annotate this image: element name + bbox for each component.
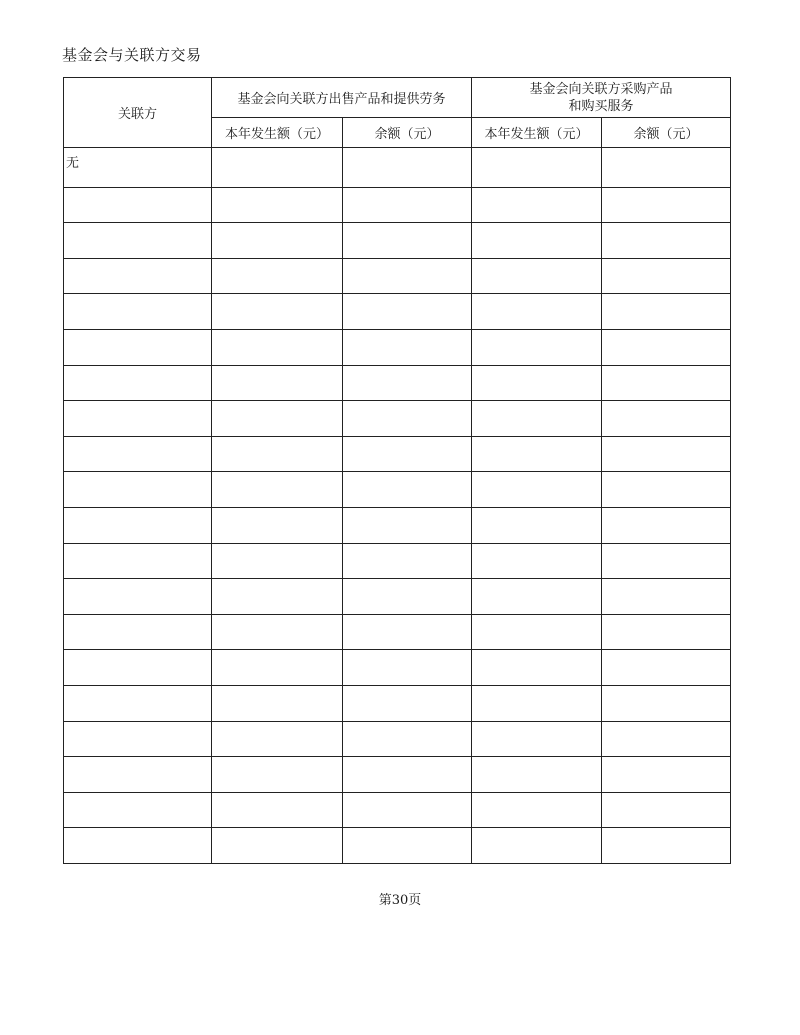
table-cell <box>64 329 212 365</box>
table-cell <box>343 507 472 543</box>
table-cell <box>64 828 212 864</box>
header-group-purchases <box>472 78 731 118</box>
table-cell <box>343 721 472 757</box>
table-row <box>64 258 731 294</box>
table-cell <box>472 472 602 508</box>
table-cell <box>472 223 602 259</box>
table-cell <box>472 507 602 543</box>
header-group-sales: 基金会向关联方出售产品和提供劳务 <box>212 78 472 118</box>
table-cell <box>472 792 602 828</box>
table-cell <box>343 436 472 472</box>
table-cell <box>602 757 731 793</box>
table-cell <box>343 579 472 615</box>
table-cell <box>212 828 343 864</box>
table-cell <box>212 329 343 365</box>
table-cell <box>64 614 212 650</box>
header-group-purchases-line1: 基金会向关联方采购产品 <box>529 81 673 97</box>
table-cell <box>64 258 212 294</box>
table-cell <box>64 507 212 543</box>
table-row <box>64 757 731 793</box>
table-cell <box>343 148 472 188</box>
table-cell <box>64 401 212 437</box>
table-cell <box>602 828 731 864</box>
table-cell <box>343 614 472 650</box>
table-cell <box>64 294 212 330</box>
table-cell <box>343 258 472 294</box>
table-cell <box>343 828 472 864</box>
table-cell <box>472 721 602 757</box>
table-row <box>64 650 731 686</box>
table-cell <box>343 685 472 721</box>
subheader-sales-amount: 本年发生额（元） <box>212 118 343 148</box>
table-cell <box>602 792 731 828</box>
table-cell <box>64 365 212 401</box>
table-cell <box>212 579 343 615</box>
table-cell <box>472 685 602 721</box>
header-group-purchases-line2: 和购买服务 <box>568 98 634 114</box>
table-cell <box>602 436 731 472</box>
table-row <box>64 187 731 223</box>
table-cell <box>472 436 602 472</box>
table-row <box>64 294 731 330</box>
table-row <box>64 685 731 721</box>
table-cell <box>472 401 602 437</box>
table-cell <box>212 543 343 579</box>
table-cell <box>602 365 731 401</box>
table-cell <box>602 721 731 757</box>
table-cell <box>64 757 212 793</box>
header-related-party: 关联方 <box>64 78 212 148</box>
table-cell <box>343 401 472 437</box>
table-cell <box>64 579 212 615</box>
subheader-purchases-amount: 本年发生额（元） <box>472 118 602 148</box>
table-body <box>64 148 731 864</box>
table-row <box>64 436 731 472</box>
table-cell <box>602 650 731 686</box>
table-cell <box>343 543 472 579</box>
table-cell <box>472 543 602 579</box>
table-cell <box>343 757 472 793</box>
table-cell <box>602 579 731 615</box>
table-cell <box>472 365 602 401</box>
table-cell <box>343 472 472 508</box>
table-row <box>64 828 731 864</box>
subheader-purchases-balance: 余额（元） <box>602 118 731 148</box>
table-cell <box>212 436 343 472</box>
table-row <box>64 721 731 757</box>
table-cell <box>64 472 212 508</box>
table-cell <box>212 792 343 828</box>
table-row <box>64 329 731 365</box>
table-cell <box>64 721 212 757</box>
table-cell <box>343 792 472 828</box>
table-cell <box>64 223 212 259</box>
table-row <box>64 148 731 188</box>
related-party-transactions-table <box>63 77 731 864</box>
table-row <box>64 365 731 401</box>
table-row <box>64 579 731 615</box>
table-cell <box>472 650 602 686</box>
table-cell <box>343 329 472 365</box>
table-cell <box>602 685 731 721</box>
table-cell <box>602 329 731 365</box>
table-cell <box>472 757 602 793</box>
table-cell <box>472 614 602 650</box>
table-cell <box>64 650 212 686</box>
table-cell <box>212 685 343 721</box>
subheader-sales-balance: 余额（元） <box>343 118 472 148</box>
table-cell <box>343 223 472 259</box>
table-cell <box>64 792 212 828</box>
table-cell <box>212 401 343 437</box>
table-cell <box>602 472 731 508</box>
table-cell <box>602 294 731 330</box>
table-cell <box>212 223 343 259</box>
table-cell <box>343 650 472 686</box>
table-cell <box>472 187 602 223</box>
table-cell <box>602 401 731 437</box>
table-cell <box>602 187 731 223</box>
table-cell <box>472 294 602 330</box>
table-cell <box>212 365 343 401</box>
table-cell <box>212 650 343 686</box>
table-cell <box>212 507 343 543</box>
table-row <box>64 543 731 579</box>
table-cell <box>602 223 731 259</box>
table-row <box>64 614 731 650</box>
section-title: 基金会与关联方交易 <box>62 46 202 64</box>
table-cell <box>64 543 212 579</box>
table-row <box>64 223 731 259</box>
table-cell <box>212 294 343 330</box>
table-cell <box>343 187 472 223</box>
table-cell <box>64 187 212 223</box>
table-cell <box>602 507 731 543</box>
table-cell <box>602 148 731 188</box>
table-cell <box>472 148 602 188</box>
table-cell <box>602 258 731 294</box>
table-cell <box>212 472 343 508</box>
table-cell <box>472 258 602 294</box>
table-cell <box>472 579 602 615</box>
table-cell <box>212 148 343 188</box>
table-cell <box>212 614 343 650</box>
table-cell <box>472 828 602 864</box>
table-cell <box>64 685 212 721</box>
table-cell-party: 无 <box>64 148 212 188</box>
table-cell <box>64 436 212 472</box>
table-cell <box>602 543 731 579</box>
table-cell <box>602 614 731 650</box>
table-cell <box>212 187 343 223</box>
table-cell <box>343 294 472 330</box>
table-row <box>64 401 731 437</box>
table-cell <box>212 258 343 294</box>
page-number: 第30页 <box>378 893 422 908</box>
table-row <box>64 507 731 543</box>
table-row <box>64 472 731 508</box>
table-cell <box>212 757 343 793</box>
table-cell <box>212 721 343 757</box>
table-cell <box>472 329 602 365</box>
table-cell <box>343 365 472 401</box>
table-row <box>64 792 731 828</box>
